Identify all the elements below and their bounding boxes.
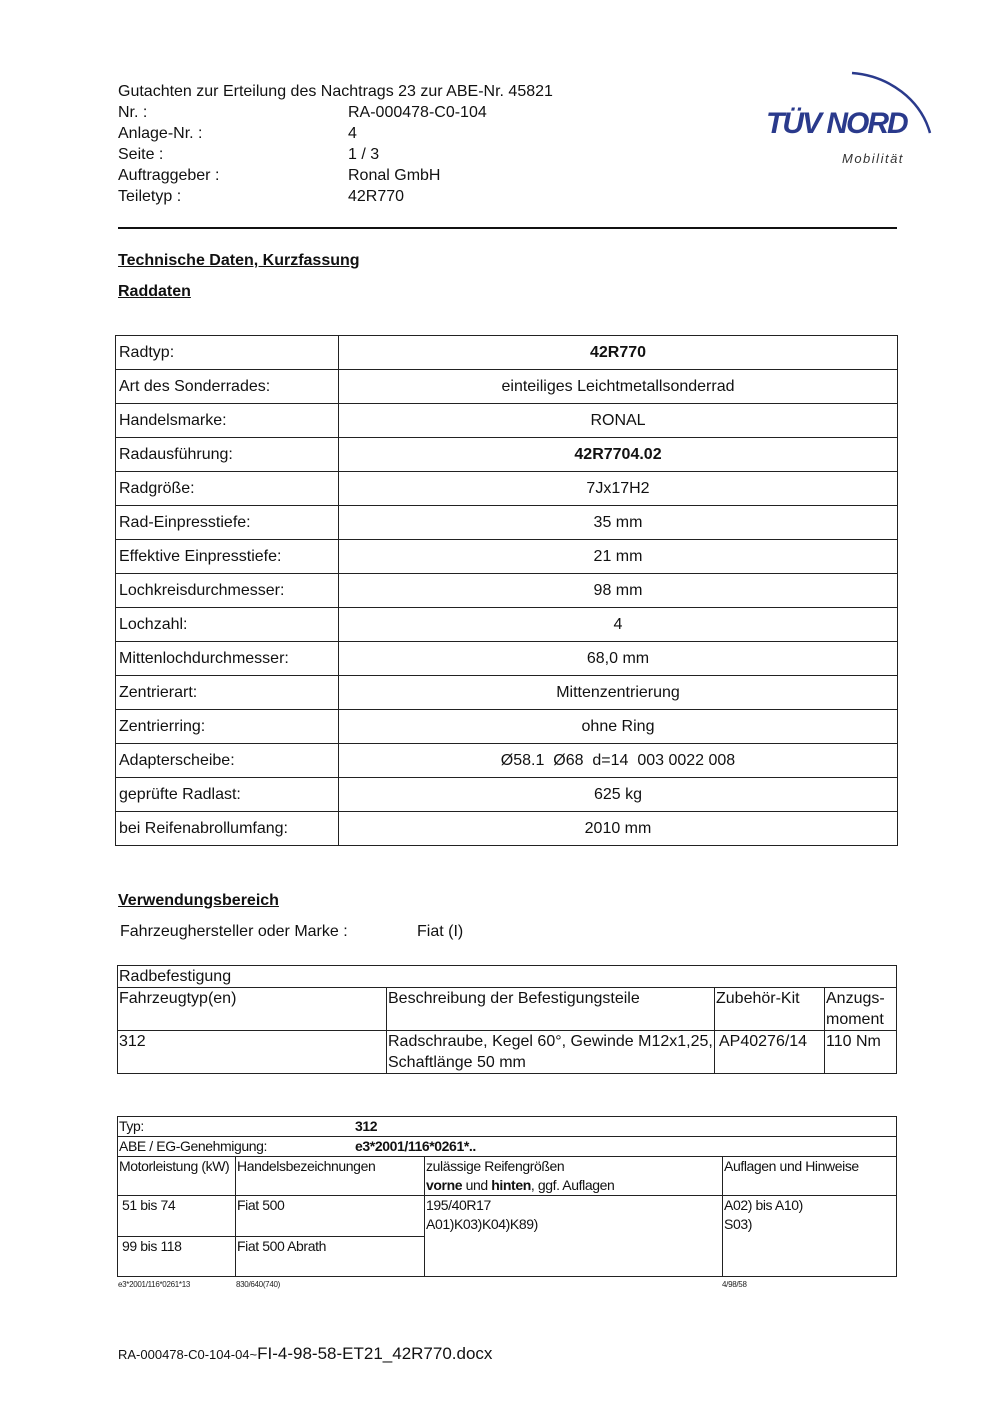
footcode-dimensions: 830/640(740) [236, 1280, 280, 1289]
radbefestigung-table [117, 965, 897, 1074]
column-header: Zubehör-Kit [715, 988, 825, 1031]
motor-cell: 51 bis 74 [118, 1196, 236, 1237]
header-value: Ronal GmbH [348, 167, 441, 184]
reifen-header-line2 [426, 1176, 721, 1195]
reifen-vorne: vorne [426, 1177, 463, 1193]
reifen-rest: , ggf. Auflagen [530, 1177, 615, 1193]
header-label: Auftraggeber : [118, 167, 220, 184]
handel-cell: Fiat 500 Abrath [236, 1237, 425, 1277]
column-header: Handelsbezeichnungen [236, 1157, 425, 1196]
heading-technische-daten: Technische Daten, Kurzfassung [118, 252, 360, 269]
heading-verwendungsbereich: Verwendungsbereich [118, 892, 279, 909]
reifen-hinten: hinten [491, 1177, 531, 1193]
logo-subtitle: Mobilität [842, 151, 904, 166]
row-label: Mittenlochdurchmesser: [116, 642, 339, 676]
typ-value: 312 [355, 1118, 378, 1134]
row-value: 35 mm [339, 506, 898, 540]
header-value: 1 / 3 [348, 146, 380, 163]
reifen-cell [425, 1196, 723, 1277]
row-label: Art des Sonderrades: [116, 370, 339, 404]
table-row [116, 336, 898, 370]
table-cell: 312 [118, 1031, 387, 1074]
table-row [118, 1196, 897, 1237]
header-label: Teiletyp : [118, 188, 182, 205]
abe-label: ABE / EG-Genehmigung: [119, 1138, 268, 1154]
header-label: Anlage-Nr. : [118, 125, 203, 142]
table-row [116, 370, 898, 404]
footcode-approval: e3*2001/116*0261*13 [118, 1280, 191, 1289]
table-row [116, 676, 898, 710]
row-value: Ø58.1 Ø68 d=14 003 0022 008 [339, 744, 898, 778]
manufacturer-line [120, 923, 463, 941]
header-title: Gutachten zur Erteilung des Nachtrags 23 zur ABE-Nr. 45821 [118, 83, 553, 100]
table-row [116, 812, 898, 846]
table-row [116, 710, 898, 744]
header-value: RA-000478-C0-104 [348, 104, 487, 121]
table-row [118, 1117, 897, 1137]
auflagen-line: S03) [724, 1216, 752, 1232]
table-row [118, 1137, 897, 1157]
auflagen-cell [723, 1196, 897, 1277]
row-label: Zentrierart: [116, 676, 339, 710]
row-value: 98 mm [339, 574, 898, 608]
header-label: Nr. : [118, 104, 148, 121]
manufacturer-label: Fahrzeughersteller oder Marke : [120, 923, 348, 940]
table-cell: 110 Nm [825, 1031, 897, 1074]
header-row-nr [118, 102, 553, 123]
auflagen-line: A02) bis A10) [724, 1197, 803, 1213]
table-row [118, 966, 897, 988]
table-header-row [118, 1157, 897, 1196]
row-label: Handelsmarke: [116, 404, 339, 438]
raddaten-table [115, 335, 898, 846]
document-footer [118, 1344, 492, 1364]
column-header: Fahrzeugtyp(en) [118, 988, 387, 1031]
row-value: ohne Ring [339, 710, 898, 744]
row-label: Zentrierring: [116, 710, 339, 744]
table-cell: AP40276/14 [715, 1031, 825, 1074]
handel-cell: Fiat 500 [236, 1196, 425, 1237]
abe-value: e3*2001/116*0261*.. [355, 1138, 476, 1154]
table-row [116, 404, 898, 438]
row-value: einteiliges Leichtmetallsonderrad [339, 370, 898, 404]
motor-cell: 99 bis 118 [118, 1237, 236, 1277]
row-value: 42R770 [339, 336, 898, 370]
row-label: Radtyp: [116, 336, 339, 370]
row-value: 625 kg [339, 778, 898, 812]
header-row-seite [118, 144, 553, 165]
row-label: Radgröße: [116, 472, 339, 506]
header-row-auftraggeber [118, 165, 553, 186]
column-header: Anzugs-moment [825, 988, 897, 1031]
column-header: Auflagen und Hinweise [723, 1157, 897, 1196]
row-label: geprüfte Radlast: [116, 778, 339, 812]
header-row-teiletyp [118, 186, 553, 207]
header-row-anlage [118, 123, 553, 144]
logo-wordmark: TÜV NORD [766, 107, 907, 140]
row-value: 42R7704.02 [339, 438, 898, 472]
column-header-reifen [425, 1157, 723, 1196]
row-label: bei Reifenabrollumfang: [116, 812, 339, 846]
row-value: 21 mm [339, 540, 898, 574]
table-row [116, 608, 898, 642]
column-header: Motorleistung (kW) [118, 1157, 236, 1196]
table-row [116, 438, 898, 472]
header-divider [118, 227, 897, 229]
abe-row [118, 1137, 897, 1157]
row-label: Adapterscheibe: [116, 744, 339, 778]
reifen-header-line1: zulässige Reifengrößen [426, 1158, 565, 1174]
row-value: RONAL [339, 404, 898, 438]
typ-label: Typ: [119, 1118, 144, 1134]
footer-ref: RA-000478-C0-104-04~ [118, 1347, 258, 1362]
row-label: Lochzahl: [116, 608, 339, 642]
row-value: Mittenzentrierung [339, 676, 898, 710]
footer-filename: FI-4-98-58-ET21_42R770.docx [257, 1344, 493, 1363]
table-row [116, 778, 898, 812]
table-row [116, 642, 898, 676]
typ-table [117, 1116, 897, 1277]
row-label: Rad-Einpresstiefe: [116, 506, 339, 540]
row-value: 68,0 mm [339, 642, 898, 676]
header-label: Seite : [118, 146, 164, 163]
typ-row [118, 1117, 897, 1137]
row-label: Effektive Einpresstiefe: [116, 540, 339, 574]
reifen-und: und [462, 1177, 492, 1193]
radbefestigung-title: Radbefestigung [118, 966, 897, 988]
table-row [116, 540, 898, 574]
table-row [116, 744, 898, 778]
document-header [118, 81, 553, 207]
header-value: 42R770 [348, 188, 405, 205]
table-row [116, 506, 898, 540]
table-row [118, 1031, 897, 1074]
row-value: 4 [339, 608, 898, 642]
table-row [116, 472, 898, 506]
table-header-row [118, 988, 897, 1031]
reifen-size: 195/40R17 [426, 1197, 491, 1213]
reifen-auflagen: A01)K03)K04)K89) [426, 1216, 538, 1232]
header-value: 4 [348, 125, 357, 142]
table-cell: Radschraube, Kegel 60°, Gewinde M12x1,25, Schaftlänge 50 mm [387, 1031, 715, 1074]
heading-raddaten: Raddaten [118, 283, 191, 300]
footcode-pattern: 4/98/58 [722, 1280, 747, 1289]
row-label: Lochkreisdurchmesser: [116, 574, 339, 608]
row-label: Radausführung: [116, 438, 339, 472]
manufacturer-value: Fiat (I) [417, 923, 464, 940]
tuv-nord-logo [760, 55, 950, 175]
row-value: 7Jx17H2 [339, 472, 898, 506]
table-row [116, 574, 898, 608]
row-value: 2010 mm [339, 812, 898, 846]
column-header: Beschreibung der Befestigungsteile [387, 988, 715, 1031]
